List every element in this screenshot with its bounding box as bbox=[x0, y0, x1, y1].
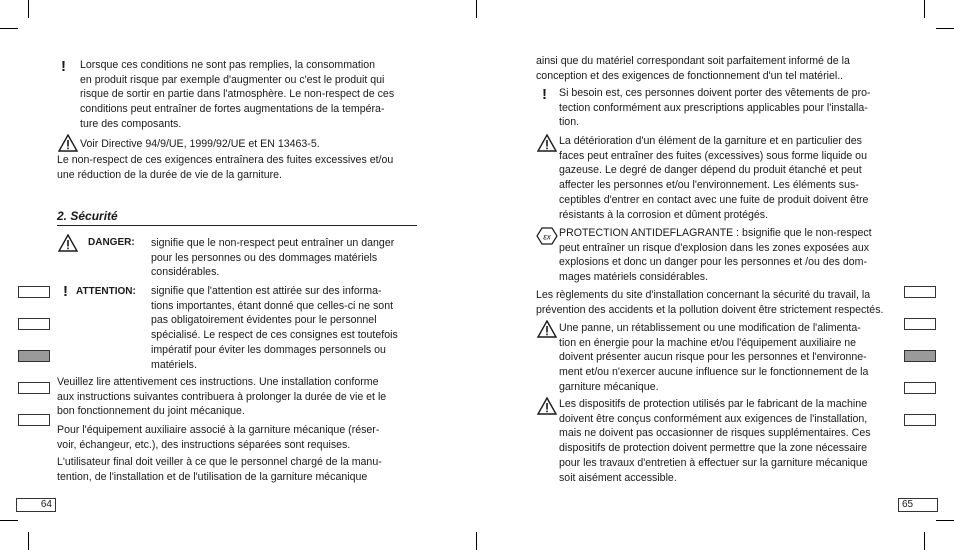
text-line: affecter les personnes et/ou l'environnement. Les éléments sus- bbox=[559, 179, 859, 192]
text-line: pour les travaux d'entretien à effectuer sur la garniture mécanique bbox=[559, 456, 868, 469]
text-line: tention, de l'installation et de l'utilisation de la garniture mécanique bbox=[57, 470, 368, 483]
text-line: résistants à la corrosion et dûment protégés. bbox=[559, 208, 769, 221]
danger-triangle-icon bbox=[58, 234, 78, 252]
text-line: tions importantes, étant donné que celles-ci ne sont bbox=[151, 299, 394, 312]
warning-note bbox=[559, 134, 899, 222]
text-line: pas obligatoirement évidentes pour le personnel bbox=[151, 314, 377, 327]
danger-label: DANGER: bbox=[88, 237, 135, 248]
paragraph bbox=[57, 153, 427, 182]
continued-paragraph bbox=[536, 54, 906, 83]
section-tab bbox=[904, 382, 936, 394]
text-line: Les dispositifs de protection utilisés par le fabricant de la machine bbox=[559, 398, 867, 410]
text-line: ment et/ou n'exercer aucune influence sur le fonctionnement de la bbox=[559, 366, 869, 379]
crop-mark bbox=[28, 532, 29, 550]
text-line: doivent présenter aucun risque pour les personnes et l'environne- bbox=[559, 351, 867, 364]
section-tab-active bbox=[904, 350, 936, 362]
crop-mark bbox=[936, 28, 954, 29]
text-line: garniture mécanique. bbox=[559, 380, 659, 393]
text-line: prévention des accidents et la pollution doivent être strictement respectés. bbox=[536, 303, 884, 316]
section-tab bbox=[18, 382, 50, 394]
attention-note bbox=[559, 86, 899, 130]
warning-triangle-icon bbox=[537, 134, 557, 152]
text-line: explosions et donc un danger pour les personnes et /ou des dom- bbox=[559, 256, 868, 269]
attention-label-text: ATTENTION bbox=[76, 286, 133, 297]
paragraph bbox=[536, 288, 906, 317]
section-rule bbox=[57, 225, 417, 226]
text-line: conception et des exigences de fonctionnement d'un tel matériel.. bbox=[536, 69, 844, 82]
paragraph bbox=[57, 423, 427, 452]
text-line: voir, échangeur, etc.), des instructions séparées sont requises. bbox=[57, 438, 351, 451]
text-line: conditions peut entraîner de fortes augmentations de la tempéra- bbox=[80, 103, 385, 116]
text-line: ainsi que du matériel correspondant soit parfaitement informé de la bbox=[536, 55, 850, 67]
paragraph bbox=[57, 455, 427, 484]
explosion-protection-icon bbox=[536, 227, 558, 245]
text-line: Le non-respect de ces exigences entraînera des fuites excessives et/ou bbox=[57, 154, 394, 166]
text-line: Pour l'équipement auxiliaire associé à la garniture mécanique (réser- bbox=[57, 424, 380, 436]
text-line: en produit risque par exemple d'augmenter ou c'est le produit qui bbox=[80, 73, 385, 86]
text-line: considérables. bbox=[151, 266, 220, 279]
warning-note bbox=[559, 397, 899, 485]
attention-icon: ! bbox=[542, 86, 547, 103]
crop-mark bbox=[28, 0, 29, 18]
paragraph bbox=[57, 375, 427, 419]
text-line: bon fonctionnement du joint mécanique. bbox=[57, 405, 245, 418]
text-line: L'utilisateur final doit veiller à ce que le personnel chargé de la manu- bbox=[57, 456, 382, 468]
text-line: Veuillez lire attentivement ces instructions. Une installation conforme bbox=[57, 376, 379, 388]
crop-mark bbox=[936, 520, 954, 521]
text-line: tion en énergie pour la machine et/ou l'équipement auxiliaire ne bbox=[559, 336, 857, 349]
section-tab bbox=[18, 318, 50, 330]
attention-note bbox=[80, 58, 420, 132]
section-tab bbox=[904, 318, 936, 330]
text-line: signifie que l'attention est attirée sur des informa- bbox=[151, 285, 382, 297]
page-number-left: 64 bbox=[16, 498, 56, 512]
attention-label: ATTENTION: bbox=[76, 286, 136, 297]
text-line: Les règlements du site d'installation concernant la sécurité du travail, la bbox=[536, 289, 871, 301]
warning-note bbox=[559, 321, 899, 395]
warning-triangle-icon bbox=[537, 320, 557, 338]
text-line: signifie que le non-respect peut entraîner un danger bbox=[151, 237, 395, 249]
danger-label-text: DANGER bbox=[88, 237, 132, 248]
warning-triangle-icon bbox=[58, 134, 78, 152]
text-line: impératif pour éviter les dommages personnels ou bbox=[151, 343, 386, 356]
attention-icon: ! bbox=[63, 283, 68, 300]
page-number-right: 65 bbox=[898, 498, 938, 512]
section-tab bbox=[18, 286, 50, 298]
svg-text:εx: εx bbox=[543, 232, 551, 242]
section-tab bbox=[904, 414, 936, 426]
text-line: Lorsque ces conditions ne sont pas remplies, la consommation bbox=[80, 59, 376, 71]
text-line: peut entraîner un risque d'explosion dans les zones exposées aux bbox=[559, 241, 870, 254]
attention-icon: ! bbox=[61, 58, 66, 75]
warning-triangle-icon bbox=[537, 397, 557, 415]
crop-mark bbox=[924, 532, 925, 550]
text-line: spécialisé. Le respect de ces consignes est toutefois bbox=[151, 329, 398, 342]
attention-definition bbox=[151, 284, 416, 372]
text-line: ceptibles d'entrer en contact avec une fuite de produit doivent être bbox=[559, 193, 869, 206]
text-line: mais ne doivent pas occasionner de risques supplémentaires. Ces bbox=[559, 427, 871, 440]
crop-mark bbox=[924, 0, 925, 18]
text-line: tion. bbox=[559, 116, 580, 129]
text-line: pour les personnes ou des dommages matériels bbox=[151, 251, 378, 264]
text-line: gazeuse. Le degré de danger dépend du produit étanché et peut bbox=[559, 164, 862, 177]
danger-definition bbox=[151, 236, 416, 280]
section-title: 2. Sécurité bbox=[57, 209, 118, 223]
section-tab bbox=[904, 286, 936, 298]
text-line: risque de sortir en partie dans l'atmosphère. Le non-respect de ces bbox=[80, 88, 395, 101]
directive-reference: Voir Directive 94/9/UE, 1999/92/UE et EN 13463-5. bbox=[80, 138, 320, 150]
text-line: une réduction de la durée de vie de la garniture. bbox=[57, 168, 282, 181]
text-line: La détérioration d'un élément de la garniture et en particulier des bbox=[559, 135, 862, 147]
text-line: PROTECTION ANTIDEFLAGRANTE : bsignifie que le non-respect bbox=[559, 227, 872, 239]
text-line: faces peut entraîner des fuites (excessives) sous forme liquide ou bbox=[559, 149, 867, 162]
text-line: doivent être conçus conformément aux exigences de l'installation, bbox=[559, 412, 868, 425]
explosion-protection-note bbox=[559, 226, 899, 285]
text-line: tection conformément aux prescriptions applicables pour l'installa- bbox=[559, 101, 868, 114]
text-line: Si besoin est, ces personnes doivent porter des vêtements de pro- bbox=[559, 87, 871, 99]
text-line: aux instructions suivantes contribuera à prolonger la durée de vie et le bbox=[57, 390, 387, 403]
section-tab-active bbox=[18, 350, 50, 362]
crop-mark bbox=[476, 532, 477, 550]
text-line: ture des composants. bbox=[80, 117, 182, 130]
text-line: Une panne, un rétablissement ou une modification de l'alimenta- bbox=[559, 322, 861, 334]
crop-mark bbox=[0, 28, 18, 29]
text-line: soit aisément accessible. bbox=[559, 471, 677, 484]
text-line: matériels. bbox=[151, 358, 197, 371]
section-tab bbox=[18, 414, 50, 426]
text-line: mages matériels considérables. bbox=[559, 271, 708, 284]
text-line: dispositifs de protection doivent permettre que la zone nécessaire bbox=[559, 442, 867, 455]
crop-mark bbox=[476, 0, 477, 18]
crop-mark bbox=[0, 520, 18, 521]
